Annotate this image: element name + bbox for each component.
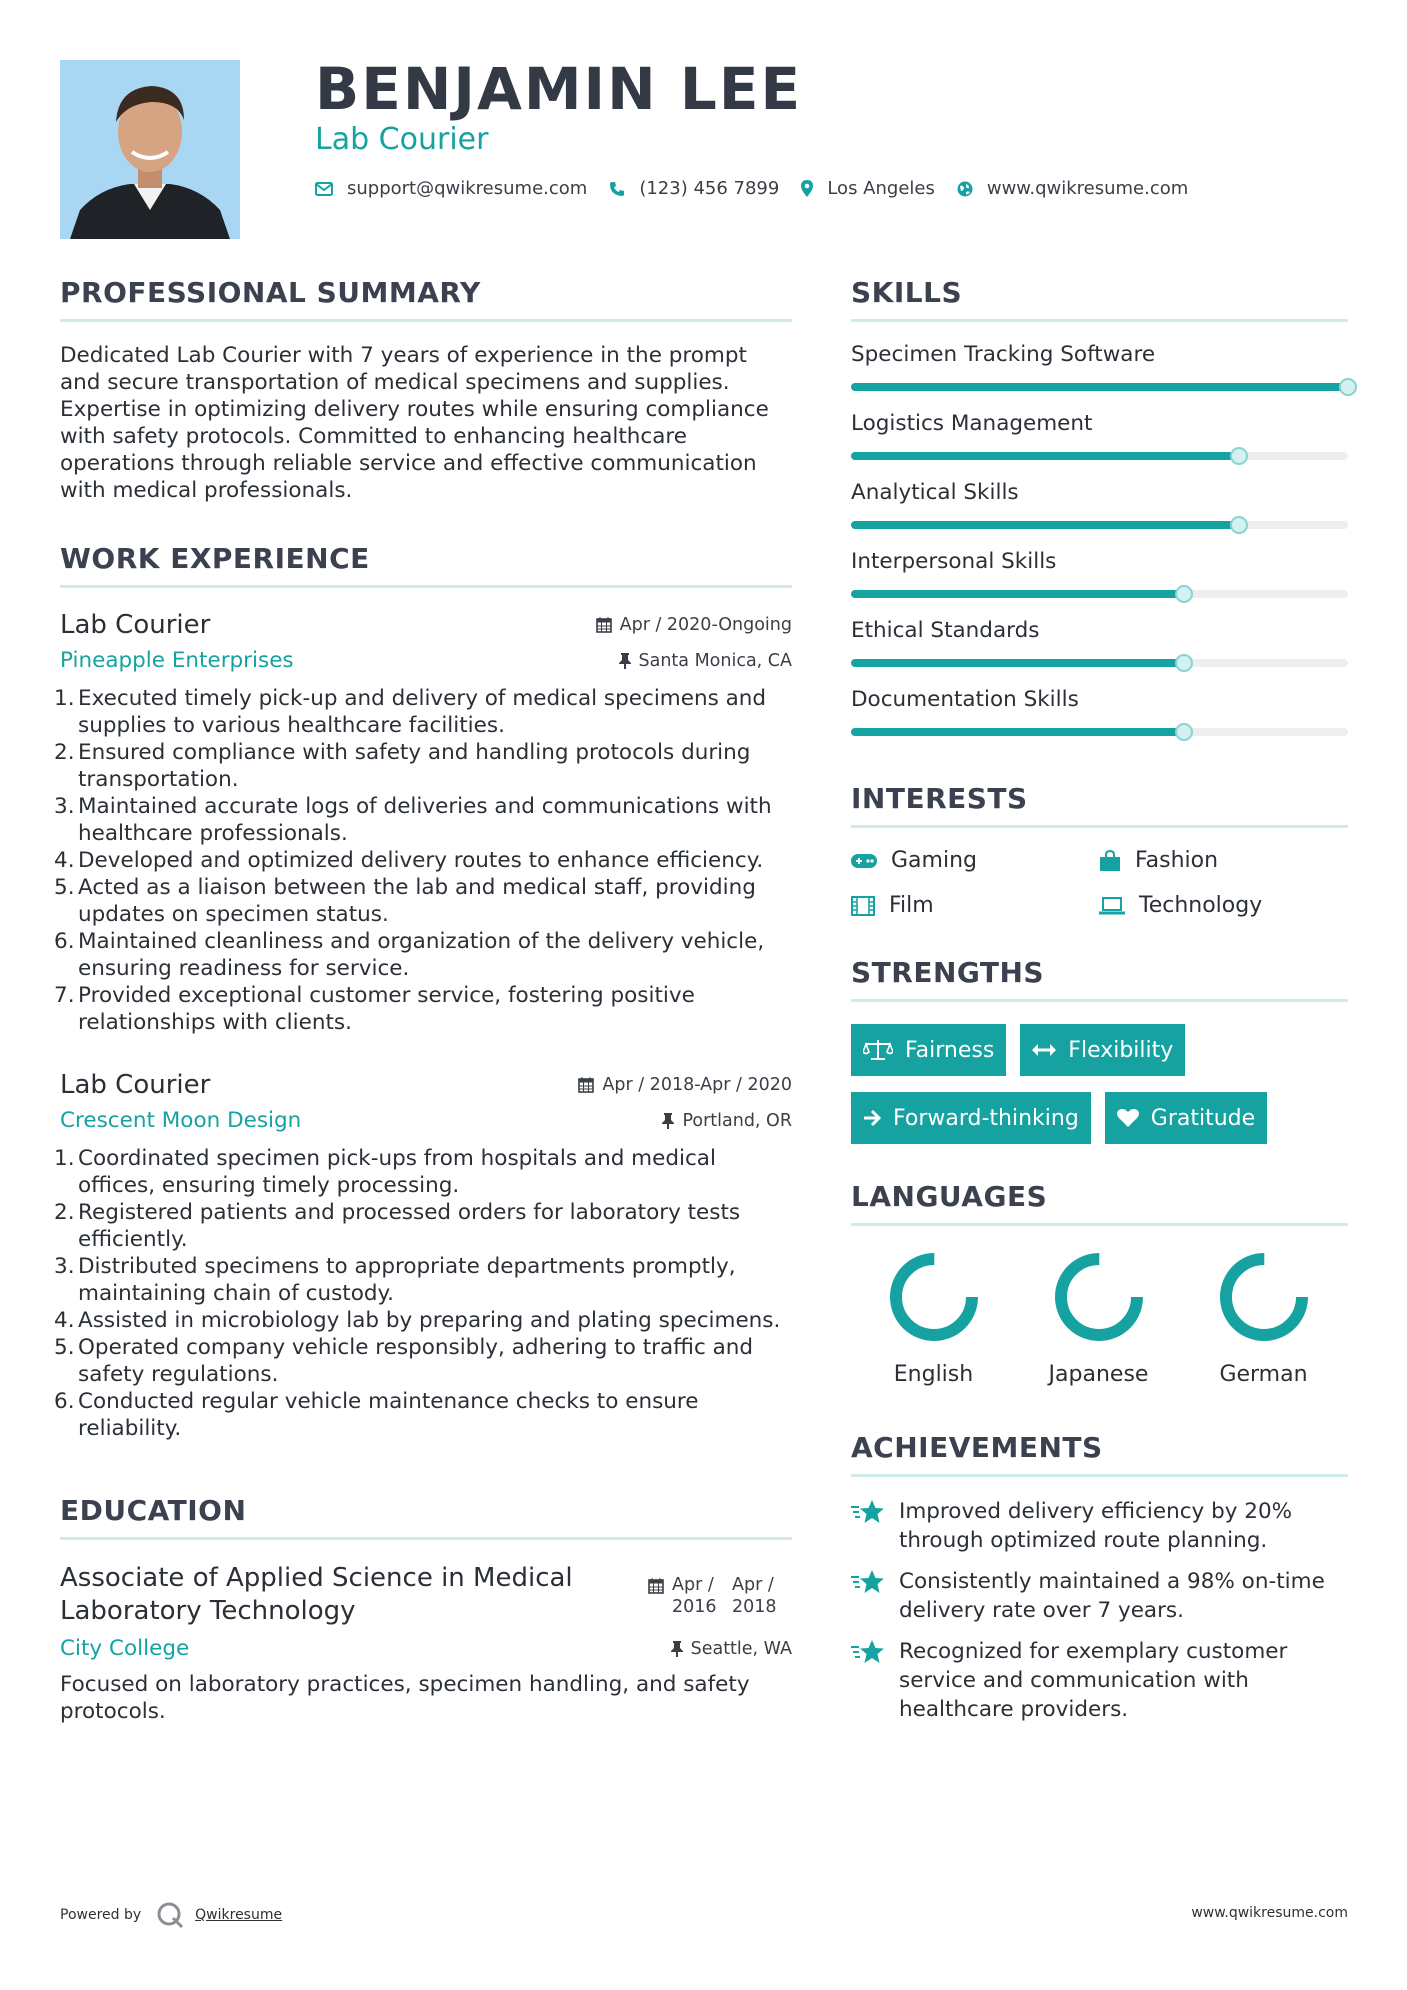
film-icon	[851, 896, 875, 916]
footer-powered-by	[60, 1900, 282, 1930]
contact-phone[interactable]	[609, 178, 779, 199]
envelope-icon	[315, 182, 333, 196]
skill-knob	[1230, 447, 1248, 465]
skill-name: Ethical Standards	[851, 618, 1040, 643]
job-location-text: Portland, OR	[682, 1110, 792, 1131]
job-entry	[60, 1070, 792, 1442]
degree-title: Associate of Applied Science in Medical Laboratory Technology	[60, 1563, 573, 1626]
strengths-list	[851, 1024, 1348, 1144]
job-location	[619, 651, 793, 671]
job-bullets	[60, 1145, 792, 1442]
job-bullet: Registered patients and processed orders for laboratory tests efficiently.	[78, 1200, 741, 1252]
experience-heading: WORK EXPERIENCE	[60, 542, 792, 588]
skill-name: Logistics Management	[851, 411, 1093, 436]
skill-bar	[851, 521, 1348, 529]
contact-location	[801, 178, 935, 199]
skill-knob	[1339, 378, 1357, 396]
job-entry	[60, 610, 792, 1036]
shopping-bag-icon	[1099, 850, 1121, 872]
calendar-icon	[648, 1578, 664, 1594]
job-location-text: Santa Monica, CA	[638, 650, 792, 671]
language-ring-arc	[1061, 1259, 1137, 1335]
interests-heading: INTERESTS	[851, 782, 1348, 828]
skill-fill	[851, 659, 1184, 667]
globe-icon	[957, 181, 973, 197]
calendar-icon	[578, 1077, 594, 1093]
skill-name: Documentation Skills	[851, 687, 1079, 712]
skill-item	[851, 411, 1348, 460]
interest-item	[851, 848, 1099, 873]
education-heading: EDUCATION	[60, 1494, 792, 1540]
interests-list	[851, 848, 1348, 918]
strength-label: Fairness	[905, 1037, 995, 1063]
skill-name: Interpersonal Skills	[851, 549, 1057, 574]
achievements-list	[851, 1497, 1348, 1724]
left-column	[60, 276, 792, 1725]
skill-fill	[851, 521, 1239, 529]
calendar-icon	[596, 617, 612, 633]
skill-knob	[1175, 585, 1193, 603]
education-location-text: Seattle, WA	[690, 1638, 792, 1659]
arrows-horizontal-icon	[1032, 1043, 1056, 1057]
job-bullet: Operated company vehicle responsibly, adhering to traffic and safety regulations.	[78, 1335, 754, 1387]
achievement-item	[851, 1567, 1348, 1625]
skill-bar	[851, 452, 1348, 460]
qwikresume-logo-icon	[155, 1900, 185, 1930]
language-ring	[887, 1250, 981, 1344]
phone-text: (123) 456 7899	[639, 178, 780, 199]
skill-knob	[1175, 654, 1193, 672]
skill-name: Analytical Skills	[851, 480, 1019, 505]
language-ring	[1052, 1250, 1146, 1344]
arrow-right-icon	[863, 1109, 881, 1127]
interest-label: Technology	[1139, 893, 1263, 918]
strength-badge	[1105, 1092, 1267, 1144]
job-bullet: Assisted in microbiology lab by preparing and plating specimens.	[78, 1308, 781, 1333]
job-bullet: Developed and optimized delivery routes to enhance efficiency.	[78, 848, 764, 873]
skill-item	[851, 549, 1348, 598]
language-ring	[1217, 1250, 1311, 1344]
summary-heading: PROFESSIONAL SUMMARY	[60, 276, 792, 322]
job-bullet: Acted as a liaison between the lab and medical staff, providing updates on specimen status.	[78, 875, 756, 927]
balance-scale-icon	[863, 1039, 893, 1061]
skill-bar	[851, 383, 1348, 391]
school-name: City College	[60, 1636, 190, 1661]
strengths-heading: STRENGTHS	[851, 956, 1348, 1002]
right-column	[851, 276, 1348, 1724]
job-dates-text: Apr / 2020-Ongoing	[619, 615, 792, 635]
education-description: Focused on laboratory practices, specimen handling, and safety protocols.	[60, 1672, 750, 1724]
job-dates	[578, 1075, 792, 1095]
skill-fill	[851, 728, 1184, 736]
achievement-item	[851, 1637, 1348, 1724]
languages-heading: LANGUAGES	[851, 1180, 1348, 1226]
job-bullet: Conducted regular vehicle maintenance checks to ensure reliability.	[78, 1389, 699, 1441]
job-title: Lab Courier	[60, 1070, 211, 1100]
job-bullets	[60, 685, 792, 1036]
summary-text: Dedicated Lab Courier with 7 years of experience in the prompt and secure transportation of medical specimens and supplies. Expertise in optimizing delivery routes while ensuring compliance with safety protocols. Committed to enhancing healthcare operations through reliable service and effective communication with medical professionals.	[60, 343, 769, 503]
interest-item	[1099, 893, 1347, 918]
job-location	[662, 1111, 792, 1131]
pushpin-icon	[671, 1641, 683, 1657]
powered-by-text: Powered by	[60, 1907, 142, 1923]
contact-email[interactable]	[315, 178, 587, 199]
achievement-text: Consistently maintained a 98% on-time delivery rate over 7 years.	[899, 1569, 1325, 1623]
website-text: www.qwikresume.com	[986, 178, 1189, 199]
job-title: Lab Courier	[60, 610, 211, 640]
education-start: Apr / 2016	[672, 1575, 717, 1617]
language-ring-arc	[896, 1259, 972, 1335]
job-bullet: Provided exceptional customer service, fostering positive relationships with clients.	[78, 983, 695, 1035]
skill-knob	[1175, 723, 1193, 741]
skills-list	[851, 342, 1348, 736]
profile-photo	[60, 60, 240, 239]
skill-fill	[851, 590, 1184, 598]
strength-label: Forward-thinking	[893, 1105, 1079, 1131]
heart-icon	[1117, 1108, 1139, 1128]
language-item	[1016, 1250, 1181, 1387]
contact-bar	[315, 178, 1210, 199]
strength-label: Flexibility	[1068, 1037, 1174, 1063]
star-icon	[851, 1639, 885, 1665]
interest-label: Film	[889, 893, 934, 918]
education-location	[671, 1639, 792, 1659]
footer-url[interactable]: www.qwikresume.com	[1191, 1905, 1348, 1921]
skill-fill	[851, 383, 1348, 391]
skill-name: Specimen Tracking Software	[851, 342, 1156, 367]
job-bullet: Coordinated specimen pick-ups from hospitals and medical offices, ensuring timely processing.	[78, 1146, 716, 1198]
email-text: support@qwikresume.com	[347, 178, 588, 199]
job-bullet: Maintained accurate logs of deliveries and communications with healthcare professionals.	[78, 794, 772, 846]
interest-label: Fashion	[1135, 848, 1219, 873]
strength-label: Gratitude	[1150, 1105, 1256, 1131]
language-item	[1181, 1250, 1346, 1387]
language-name: Japanese	[1048, 1362, 1149, 1387]
job-bullet: Maintained cleanliness and organization of the delivery vehicle, ensuring readiness for service.	[78, 929, 765, 981]
skills-heading: SKILLS	[851, 276, 1348, 322]
location-text: Los Angeles	[827, 178, 935, 199]
company-name: Crescent Moon Design	[60, 1108, 302, 1133]
interest-label: Gaming	[891, 848, 977, 873]
skill-item	[851, 342, 1348, 391]
skill-bar	[851, 728, 1348, 736]
language-item	[851, 1250, 1016, 1387]
achievement-item	[851, 1497, 1348, 1555]
strength-badge	[851, 1024, 1006, 1076]
company-name: Pineapple Enterprises	[60, 648, 294, 673]
achievement-text: Improved delivery efficiency by 20% through optimized route planning.	[899, 1499, 1293, 1553]
gamepad-icon	[851, 853, 877, 869]
achievement-text: Recognized for exemplary customer service and communication with healthcare providers.	[899, 1639, 1288, 1722]
skill-bar	[851, 590, 1348, 598]
skill-bar	[851, 659, 1348, 667]
job-bullet: Ensured compliance with safety and handling protocols during transportation.	[78, 740, 751, 792]
education-dates	[648, 1574, 792, 1618]
job-dates-text: Apr / 2018-Apr / 2020	[602, 1075, 792, 1095]
pushpin-icon	[662, 1113, 674, 1129]
language-ring-arc	[1226, 1259, 1302, 1335]
languages-list	[851, 1250, 1348, 1387]
strength-badge	[851, 1092, 1091, 1144]
strength-badge	[1020, 1024, 1185, 1076]
language-name: German	[1219, 1362, 1308, 1387]
map-pin-icon	[801, 180, 813, 197]
language-name: English	[893, 1362, 974, 1387]
star-icon	[851, 1569, 885, 1595]
interest-item	[1099, 848, 1347, 873]
skill-item	[851, 687, 1348, 736]
pushpin-icon	[619, 653, 631, 669]
achievements-heading: ACHIEVEMENTS	[851, 1431, 1348, 1477]
phone-icon	[609, 181, 625, 197]
qwikresume-link[interactable]: Qwikresume	[195, 1907, 283, 1923]
candidate-role: Lab Courier	[315, 122, 489, 157]
skill-item	[851, 618, 1348, 667]
job-dates	[596, 615, 792, 635]
interest-item	[851, 893, 1099, 918]
education-end: Apr / 2018	[732, 1575, 777, 1617]
job-bullet: Distributed specimens to appropriate departments promptly, maintaining chain of custody.	[78, 1254, 736, 1306]
skill-item	[851, 480, 1348, 529]
profile-photo-image	[60, 60, 240, 239]
star-icon	[851, 1499, 885, 1525]
skill-fill	[851, 452, 1239, 460]
candidate-name: BENJAMIN LEE	[315, 55, 803, 123]
laptop-icon	[1099, 897, 1125, 915]
contact-website[interactable]	[957, 178, 1188, 199]
education-entry	[60, 1562, 792, 1628]
job-bullet: Executed timely pick-up and delivery of medical specimens and supplies to various healthcare facilities.	[78, 686, 767, 738]
skill-knob	[1230, 516, 1248, 534]
